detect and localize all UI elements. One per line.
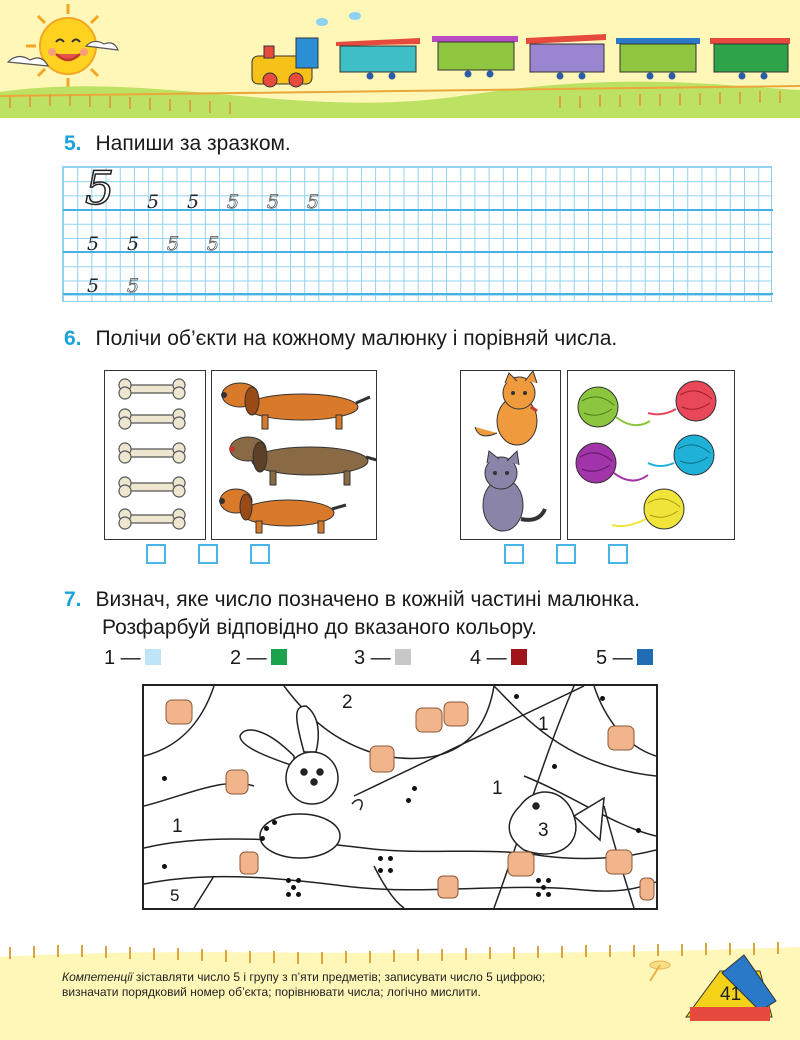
yarn-ball-icon [612, 489, 684, 529]
task-5-heading [64, 130, 291, 158]
dot-marker [264, 826, 269, 831]
region-number: 5 [170, 886, 180, 905]
dot-marker [296, 892, 301, 897]
dot-marker [388, 868, 393, 873]
page-header-decoration [0, 0, 800, 118]
answer-box[interactable] [146, 544, 166, 564]
dot-marker [378, 868, 383, 873]
bunny-fishing-drawing [144, 686, 656, 908]
legend-label: 5 — [596, 647, 633, 669]
dot-marker [272, 820, 277, 825]
dotted-digit: 5 [167, 233, 180, 255]
task-7-line-2: Розфарбуй відповідно до вказаного кольору. [102, 616, 538, 639]
dotted-digit: 5 [207, 233, 220, 255]
color-swatch [145, 649, 161, 665]
bone-icon [119, 509, 185, 529]
color-legend-item-5 [596, 647, 653, 670]
task-text: Напиши за зразком. [95, 132, 291, 155]
dot-marker [541, 885, 546, 890]
dachshund-icon [219, 489, 346, 533]
answer-box[interactable] [250, 544, 270, 564]
wagon-icon [710, 38, 790, 80]
bone-icon [119, 443, 185, 463]
region-number: 3 [538, 820, 549, 841]
color-swatch [637, 649, 653, 665]
dot-marker [636, 828, 641, 833]
dot-marker [286, 892, 291, 897]
dachshund-icon [229, 437, 376, 485]
bones-card [104, 370, 206, 540]
answer-box[interactable] [198, 544, 218, 564]
region-number: 1 [538, 714, 549, 735]
handwritten-digit: 5 [147, 191, 160, 213]
task-number: 5. [64, 132, 82, 155]
task-number: 6. [64, 327, 82, 350]
wagon-icon [526, 34, 606, 80]
yarn-balls-card [567, 370, 735, 540]
dragonfly-icon [650, 961, 670, 981]
yarn-ball-icon [576, 443, 648, 483]
dot-marker [406, 798, 411, 803]
guide-line [63, 209, 773, 211]
color-legend-item-3 [354, 647, 411, 670]
dotted-digit: 5 [307, 191, 320, 213]
bone-icon [119, 409, 185, 429]
color-legend-item-4 [470, 647, 527, 670]
task-text: Визнач, яке число позначено в кожній частині малюнка. [95, 588, 640, 611]
dot-marker [388, 856, 393, 861]
dogs-card [211, 370, 377, 540]
competence-note [62, 970, 602, 1000]
wagon-icon [432, 36, 518, 78]
region-number: 1 [172, 816, 183, 837]
color-swatch [511, 649, 527, 665]
train-illustration [0, 0, 800, 118]
task-7-heading [64, 586, 640, 614]
dot-marker [260, 836, 265, 841]
task-text: Полічи об’єкти на кожному малюнку і порівняй числа. [95, 327, 618, 350]
dot-marker [600, 696, 605, 701]
color-swatch [395, 649, 411, 665]
dot-marker [162, 776, 167, 781]
dot-marker [412, 786, 417, 791]
dot-marker [546, 892, 551, 897]
color-legend-item-1 [104, 647, 161, 670]
dot-marker [514, 694, 519, 699]
dot-marker [162, 864, 167, 869]
dot-marker [291, 885, 296, 890]
bunny-icon [240, 706, 362, 858]
handwritten-digit: 5 [127, 233, 140, 255]
guide-line [63, 293, 773, 295]
bone-icon [119, 379, 185, 399]
dot-marker [536, 878, 541, 883]
handwritten-digit: 5 [187, 191, 200, 213]
wagon-icon [336, 38, 420, 80]
yarn-ball-icon [648, 381, 716, 421]
yarn-ball-icon [648, 435, 714, 475]
fish-icon [509, 792, 604, 854]
cats-card [460, 370, 561, 540]
legend-label: 4 — [470, 647, 507, 669]
bone-icon [119, 477, 185, 497]
handwritten-digit: 5 [87, 233, 100, 255]
coloring-picture[interactable] [142, 684, 658, 910]
competence-text: зіставляти число 5 і групу з п’яти предметів; записувати число 5 цифрою; визначати порядковий номер об’єкта; порівнювати числа; логічно мислити. [62, 970, 546, 999]
competence-label: Компетенції [62, 970, 133, 984]
color-legend-item-2 [230, 647, 287, 670]
yarn-ball-icon [578, 387, 650, 427]
dot-marker [296, 878, 301, 883]
dotted-digit: 5 [127, 275, 140, 297]
dachshund-icon [221, 383, 370, 429]
cat-icon [483, 451, 545, 531]
task-6-heading [64, 325, 617, 353]
dot-marker [546, 878, 551, 883]
color-swatch [271, 649, 287, 665]
cat-icon [475, 371, 537, 445]
legend-label: 3 — [354, 647, 391, 669]
answer-box[interactable] [556, 544, 576, 564]
answer-box[interactable] [608, 544, 628, 564]
sample-digit-five: 5 [85, 161, 115, 215]
legend-label: 2 — [230, 647, 267, 669]
legend-label: 1 — [104, 647, 141, 669]
wagon-icon [616, 38, 700, 80]
dotted-digit: 5 [227, 191, 240, 213]
writing-grid[interactable] [62, 161, 772, 302]
dot-marker [536, 892, 541, 897]
page-number: 41 [720, 984, 742, 1005]
task-number: 7. [64, 588, 82, 611]
dot-marker [552, 764, 557, 769]
dot-marker [378, 856, 383, 861]
region-number: 2 [342, 692, 353, 713]
dot-marker [286, 878, 291, 883]
answer-box[interactable] [504, 544, 524, 564]
dotted-digit: 5 [267, 191, 280, 213]
handwritten-digit: 5 [87, 275, 100, 297]
region-number: 1 [492, 778, 503, 799]
